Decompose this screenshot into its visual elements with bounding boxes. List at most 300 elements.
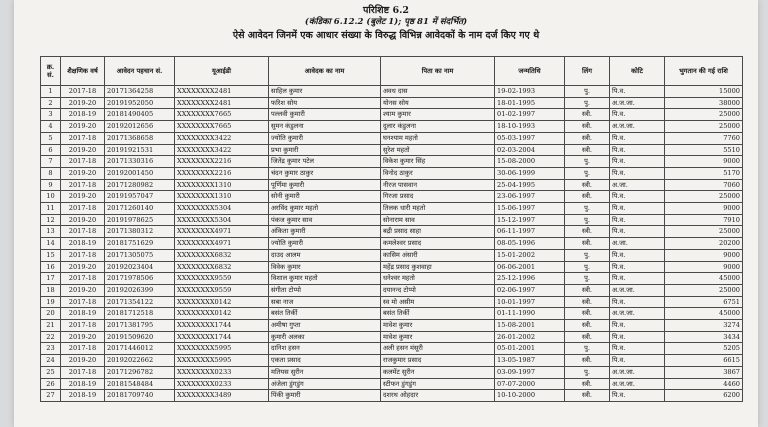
cell-application-id: 20191957047: [105, 191, 175, 203]
cell-category: पि.व.: [610, 156, 665, 168]
cell-category: पि.व.: [610, 296, 665, 308]
cell-serial-no: 20: [41, 308, 61, 320]
cell-academic-year: 2019-20: [61, 121, 105, 133]
cell-gender: पु.: [565, 214, 610, 226]
cell-father-name: मावेश कुमार: [381, 331, 495, 343]
cell-academic-year: 2017-18: [61, 273, 105, 285]
cell-category: पि.व.: [610, 355, 665, 367]
cell-applicant-name: विवेक कुमार: [269, 261, 381, 273]
cell-date-of-birth: 23-06-1997: [495, 191, 565, 203]
cell-uid: XXXXXXXX0142: [175, 308, 269, 320]
cell-gender: स्त्री.: [565, 320, 610, 332]
cell-amount-paid: 45000: [665, 273, 743, 285]
cell-gender: स्त्री.: [565, 121, 610, 133]
cell-father-name: दशरथ ओहदार: [381, 390, 495, 402]
cell-category: अ.ज.जा.: [610, 97, 665, 109]
cell-father-name: गिरजा प्रसाद: [381, 191, 495, 203]
cell-date-of-birth: 19-02-1993: [495, 86, 565, 98]
cell-serial-no: 25: [41, 366, 61, 378]
cell-academic-year: 2018-19: [61, 308, 105, 320]
cell-applicant-name: संगीता टोप्पो: [269, 284, 381, 296]
cell-application-id: 20181751629: [105, 238, 175, 250]
cell-serial-no: 11: [41, 203, 61, 215]
cell-application-id: 20192022662: [105, 355, 175, 367]
cell-academic-year: 2019-20: [61, 355, 105, 367]
cell-gender: स्त्री.: [565, 296, 610, 308]
cell-academic-year: 2017-18: [61, 343, 105, 355]
cell-serial-no: 21: [41, 320, 61, 332]
appendix-title: परिशिष्ट 6.2: [362, 5, 410, 16]
cell-father-name: श्याम कुमार: [381, 109, 495, 121]
cell-date-of-birth: 06-11-1997: [495, 226, 565, 238]
cell-uid: XXXXXXXX6832: [175, 249, 269, 261]
cell-gender: स्त्री.: [565, 390, 610, 402]
cell-application-id: 20171364258: [105, 86, 175, 98]
table-row: [41, 86, 743, 98]
cell-category: पि.व.: [610, 390, 665, 402]
table-row: [41, 109, 743, 121]
cell-amount-paid: 25000: [665, 191, 743, 203]
cell-category: अ.ज.जा.: [610, 284, 665, 296]
cell-uid: XXXXXXXX4971: [175, 226, 269, 238]
cell-application-id: 20181712518: [105, 308, 175, 320]
cell-uid: XXXXXXXX7665: [175, 121, 269, 133]
cell-date-of-birth: 15-06-1997: [495, 203, 565, 215]
cell-serial-no: 26: [41, 378, 61, 390]
cell-gender: स्त्री.: [565, 355, 610, 367]
cell-date-of-birth: 05-01-2001: [495, 343, 565, 355]
table-row: [41, 238, 743, 250]
cell-application-id: 20171446012: [105, 343, 175, 355]
cell-academic-year: 2019-20: [61, 214, 105, 226]
cell-serial-no: 18: [41, 284, 61, 296]
column-header-gender: लिंग: [565, 57, 610, 86]
cell-uid: XXXXXXXX1310: [175, 179, 269, 191]
cell-amount-paid: 25000: [665, 284, 743, 296]
cell-gender: पु.: [565, 366, 610, 378]
cell-application-id: 20171978506: [105, 273, 175, 285]
cell-father-name: योनस सोय: [381, 97, 495, 109]
cell-amount-paid: 6200: [665, 390, 743, 402]
cell-applicant-name: कुमारी अलका: [269, 331, 381, 343]
cell-uid: XXXXXXXX9559: [175, 273, 269, 285]
cell-date-of-birth: 07-07-2000: [495, 378, 565, 390]
cell-applicant-name: फरिश सोय: [269, 97, 381, 109]
cell-application-id: 20181548484: [105, 378, 175, 390]
table-row: [41, 144, 743, 156]
table-row: [41, 121, 743, 133]
cell-amount-paid: 15000: [665, 86, 743, 98]
cell-category: पि.व.: [610, 214, 665, 226]
cell-application-id: 20171381795: [105, 320, 175, 332]
cell-father-name: बद्री प्रसाद साहा: [381, 226, 495, 238]
cell-applicant-name: प्रभा कुमारी: [269, 144, 381, 156]
cell-academic-year: 2018-19: [61, 378, 105, 390]
cell-category: अ.ज.जा.: [610, 366, 665, 378]
cell-uid: XXXXXXXX6832: [175, 261, 269, 273]
cell-serial-no: 2: [41, 97, 61, 109]
cell-category: पि.व.: [610, 249, 665, 261]
cell-application-id: 20171380312: [105, 226, 175, 238]
cell-gender: स्त्री.: [565, 331, 610, 343]
cell-gender: पु.: [565, 343, 610, 355]
table-row: [41, 355, 743, 367]
cell-application-id: 20191952050: [105, 97, 175, 109]
cell-amount-paid: 3434: [665, 331, 743, 343]
cell-academic-year: 2019-20: [61, 261, 105, 273]
cell-father-name: दयानन्द टोप्पो: [381, 284, 495, 296]
cell-gender: स्त्री.: [565, 144, 610, 156]
cell-serial-no: 12: [41, 214, 61, 226]
cell-uid: XXXXXXXX5995: [175, 355, 269, 367]
cell-amount-paid: 45000: [665, 308, 743, 320]
cell-date-of-birth: 01-11-1990: [495, 308, 565, 320]
cell-category: पि.व.: [610, 261, 665, 273]
column-header-category: कोटि: [610, 57, 665, 86]
table-heading: ऐसे आवेदन जिनमें एक आधार संख्या के विरुद्ध विभिन्न आवेदकों के नाम दर्ज किए गए थे: [232, 30, 540, 41]
cell-father-name: अली हसन मंसूरी: [381, 343, 495, 355]
cell-serial-no: 8: [41, 167, 61, 179]
cell-gender: स्त्री.: [565, 238, 610, 250]
cell-date-of-birth: 15-08-2001: [495, 320, 565, 332]
cell-gender: स्त्री.: [565, 109, 610, 121]
cell-application-id: 20171354122: [105, 296, 175, 308]
cell-uid: XXXXXXXX0233: [175, 378, 269, 390]
cell-applicant-name: एकता प्रसाद: [269, 355, 381, 367]
cell-serial-no: 3: [41, 109, 61, 121]
cell-uid: XXXXXXXX9559: [175, 284, 269, 296]
cell-father-name: दुलार कंडुलना: [381, 121, 495, 133]
cell-father-name: राजकुमार प्रसाद: [381, 355, 495, 367]
cell-amount-paid: 7760: [665, 132, 743, 144]
cell-applicant-name: सबा नाज: [269, 296, 381, 308]
cell-date-of-birth: 05-03-1997: [495, 132, 565, 144]
cell-amount-paid: 38000: [665, 97, 743, 109]
cell-category: अ.ज.जा.: [610, 121, 665, 133]
cell-academic-year: 2017-18: [61, 226, 105, 238]
cell-category: अ.ज.जा.: [610, 308, 665, 320]
cell-amount-paid: 9000: [665, 203, 743, 215]
cell-amount-paid: 7060: [665, 179, 743, 191]
cell-gender: स्त्री.: [565, 226, 610, 238]
table-row: [41, 226, 743, 238]
cell-father-name: मावेश कुमार: [381, 320, 495, 332]
cell-academic-year: 2019-20: [61, 191, 105, 203]
cell-date-of-birth: 13-05-1987: [495, 355, 565, 367]
document-page: [14, 0, 758, 427]
cell-uid: XXXXXXXX2216: [175, 167, 269, 179]
cell-serial-no: 19: [41, 296, 61, 308]
cell-applicant-name: अमीषा गुप्ता: [269, 320, 381, 332]
table-row: [41, 308, 743, 320]
table-body: [41, 86, 743, 402]
cell-father-name: महेंद्र प्रसाद कुशवाहा: [381, 261, 495, 273]
cell-uid: XXXXXXXX5995: [175, 343, 269, 355]
table-row: [41, 343, 743, 355]
cell-uid: XXXXXXXX1744: [175, 320, 269, 332]
cell-applicant-name: चंदन कुमार ठाकुर: [269, 167, 381, 179]
cell-gender: स्त्री.: [565, 378, 610, 390]
cell-father-name: धनेश्वर महतो: [381, 273, 495, 285]
cell-uid: XXXXXXXX3489: [175, 390, 269, 402]
cell-academic-year: 2018-19: [61, 109, 105, 121]
cell-amount-paid: 6751: [665, 296, 743, 308]
column-header-academic-year: शैक्षणिक वर्ष: [61, 57, 105, 86]
table-row: [41, 249, 743, 261]
column-header-date-of-birth: जन्मतिथि: [495, 57, 565, 86]
cell-academic-year: 2018-19: [61, 390, 105, 402]
cell-uid: XXXXXXXX3422: [175, 132, 269, 144]
cell-serial-no: 6: [41, 144, 61, 156]
cell-date-of-birth: 15-08-2000: [495, 156, 565, 168]
cell-category: अ.ज.जा.: [610, 378, 665, 390]
cell-applicant-name: साहिल कुमार: [269, 86, 381, 98]
column-header-applicant-name: आवेदक का नाम: [269, 57, 381, 86]
cell-academic-year: 2018-19: [61, 238, 105, 250]
cell-applicant-name: दाउद आलम: [269, 249, 381, 261]
cell-application-id: 20171260140: [105, 203, 175, 215]
cell-date-of-birth: 01-02-1997: [495, 109, 565, 121]
cell-category: पि.व.: [610, 273, 665, 285]
cell-father-name: स्व मो असीम: [381, 296, 495, 308]
cell-date-of-birth: 25-04-1995: [495, 179, 565, 191]
table-row: [41, 261, 743, 273]
cell-date-of-birth: 08-05-1996: [495, 238, 565, 250]
cell-date-of-birth: 25-12-1996: [495, 273, 565, 285]
cell-applicant-name: जितेंद्र कुमार पटेल: [269, 156, 381, 168]
cell-date-of-birth: 18-10-1993: [495, 121, 565, 133]
cell-serial-no: 22: [41, 331, 61, 343]
table-row: [41, 320, 743, 332]
table-row: [41, 378, 743, 390]
cell-applicant-name: दानिश हसन: [269, 343, 381, 355]
cell-serial-no: 9: [41, 179, 61, 191]
cell-application-id: 20181490405: [105, 109, 175, 121]
cell-gender: पु.: [565, 86, 610, 98]
table-row: [41, 203, 743, 215]
cell-father-name: बसंत तिर्की: [381, 308, 495, 320]
cell-date-of-birth: 02-03-2004: [495, 144, 565, 156]
cell-category: पि.व.: [610, 331, 665, 343]
cell-father-name: विनोद ठाकुर: [381, 167, 495, 179]
cell-father-name: कमलेश्वर प्रसाद: [381, 238, 495, 250]
column-header-application-id: आवेदन पहचान सं.: [105, 57, 175, 86]
cell-category: पि.व.: [610, 320, 665, 332]
cell-gender: पु.: [565, 249, 610, 261]
cell-application-id: 20171368658: [105, 132, 175, 144]
cell-gender: पु.: [565, 261, 610, 273]
cell-serial-no: 4: [41, 121, 61, 133]
cell-gender: पु.: [565, 156, 610, 168]
cell-gender: स्त्री.: [565, 179, 610, 191]
cell-category: पि.व.: [610, 226, 665, 238]
table-row: [41, 179, 743, 191]
cell-father-name: सुरेश महतो: [381, 144, 495, 156]
cell-application-id: 20191921531: [105, 144, 175, 156]
cell-gender: पु.: [565, 167, 610, 179]
cell-applicant-name: पिंकी कुमारी: [269, 390, 381, 402]
cell-uid: XXXXXXXX5304: [175, 214, 269, 226]
cell-uid: XXXXXXXX7665: [175, 109, 269, 121]
table-row: [41, 191, 743, 203]
cell-amount-paid: 7910: [665, 214, 743, 226]
cell-date-of-birth: 18-01-1995: [495, 97, 565, 109]
cell-academic-year: 2019-20: [61, 97, 105, 109]
table-row: [41, 97, 743, 109]
cell-category: पि.व.: [610, 167, 665, 179]
cell-serial-no: 13: [41, 226, 61, 238]
cell-date-of-birth: 06-06-2001: [495, 261, 565, 273]
cell-applicant-name: विशाल कुमार महतो: [269, 273, 381, 285]
cell-academic-year: 2019-20: [61, 144, 105, 156]
cell-gender: स्त्री.: [565, 191, 610, 203]
cell-amount-paid: 25000: [665, 226, 743, 238]
cell-uid: XXXXXXXX1744: [175, 331, 269, 343]
cell-academic-year: 2017-18: [61, 296, 105, 308]
cell-applicant-name: अरविंद कुमार महतो: [269, 203, 381, 215]
cell-applicant-name: पूर्णिमा कुमारी: [269, 179, 381, 191]
table-row: [41, 284, 743, 296]
cell-category: पि.व.: [610, 86, 665, 98]
cell-application-id: 20171296782: [105, 366, 175, 378]
cell-academic-year: 2017-18: [61, 132, 105, 144]
cell-category: पि.व.: [610, 109, 665, 121]
cell-academic-year: 2017-18: [61, 156, 105, 168]
cell-academic-year: 2017-18: [61, 366, 105, 378]
cell-serial-no: 5: [41, 132, 61, 144]
cell-academic-year: 2019-20: [61, 167, 105, 179]
cell-serial-no: 23: [41, 343, 61, 355]
cell-date-of-birth: 26-01-2002: [495, 331, 565, 343]
cell-gender: पु.: [565, 203, 610, 215]
cell-uid: XXXXXXXX5304: [175, 203, 269, 215]
cell-serial-no: 14: [41, 238, 61, 250]
cell-application-id: 20181709740: [105, 390, 175, 402]
table-row: [41, 366, 743, 378]
cell-applicant-name: पंकज कुमार साव: [269, 214, 381, 226]
cell-father-name: विकेश कुमार सिंह: [381, 156, 495, 168]
cell-applicant-name: सुमन कंडुलना: [269, 121, 381, 133]
cell-applicant-name: बसंत तिर्की: [269, 308, 381, 320]
cell-amount-paid: 25000: [665, 121, 743, 133]
column-header-amount-paid: भुगतान की गई राशि: [665, 57, 743, 86]
cell-academic-year: 2017-18: [61, 320, 105, 332]
cell-uid: XXXXXXXX3422: [175, 144, 269, 156]
cell-serial-no: 16: [41, 261, 61, 273]
cell-amount-paid: 20200: [665, 238, 743, 250]
cell-category: पि.व.: [610, 191, 665, 203]
cell-amount-paid: 3867: [665, 366, 743, 378]
cell-gender: पु.: [565, 97, 610, 109]
cell-application-id: 20191509620: [105, 331, 175, 343]
cell-application-id: 20192012656: [105, 121, 175, 133]
cell-applicant-name: सोनी कुमारी: [269, 191, 381, 203]
cell-applicant-name: मतियस सुरीन: [269, 366, 381, 378]
cell-academic-year: 2019-20: [61, 331, 105, 343]
cell-amount-paid: 5170: [665, 167, 743, 179]
cell-father-name: स्टीफन डुंगडुंग: [381, 378, 495, 390]
cell-serial-no: 15: [41, 249, 61, 261]
cell-amount-paid: 6615: [665, 355, 743, 367]
cell-category: पि.व.: [610, 203, 665, 215]
cell-date-of-birth: 15-01-2002: [495, 249, 565, 261]
cell-applicant-name: ज्योति कुमारी: [269, 238, 381, 250]
cell-uid: XXXXXXXX2481: [175, 86, 269, 98]
cell-applicant-name: ज्योति कुमारी: [269, 132, 381, 144]
cell-applicant-name: अंजेला डुंगडुंग: [269, 378, 381, 390]
cell-serial-no: 24: [41, 355, 61, 367]
cell-application-id: 20171305075: [105, 249, 175, 261]
cell-date-of-birth: 15-12-1997: [495, 214, 565, 226]
table-row: [41, 214, 743, 226]
document-header: [14, 5, 758, 43]
table-row: [41, 331, 743, 343]
cell-date-of-birth: 10-10-2000: [495, 390, 565, 402]
cell-gender: स्त्री.: [565, 132, 610, 144]
cell-uid: XXXXXXXX2216: [175, 156, 269, 168]
cell-father-name: नीरज पासवान: [381, 179, 495, 191]
cell-date-of-birth: 30-06-1999: [495, 167, 565, 179]
cell-serial-no: 1: [41, 86, 61, 98]
cell-application-id: 20191978625: [105, 214, 175, 226]
cell-category: अ.जा.: [610, 179, 665, 191]
appendix-reference: (कंडिका 6.12.2 (बुलेट 1); पृष्ठ 81 में संदर्भित): [304, 17, 468, 27]
cell-father-name: कासिम अंसारी: [381, 249, 495, 261]
cell-father-name: तिलक धारी महतो: [381, 203, 495, 215]
cell-gender: पु.: [565, 273, 610, 285]
cell-applicant-name: अंकिता कुमारी: [269, 226, 381, 238]
cell-father-name: सोनाराम साव: [381, 214, 495, 226]
cell-application-id: 20192023404: [105, 261, 175, 273]
cell-application-id: 20192001450: [105, 167, 175, 179]
cell-father-name: घनश्याम महतो: [381, 132, 495, 144]
cell-category: पि.व.: [610, 132, 665, 144]
cell-applicant-name: पल्लवी कुमारी: [269, 109, 381, 121]
cell-serial-no: 27: [41, 390, 61, 402]
cell-academic-year: 2017-18: [61, 203, 105, 215]
cell-date-of-birth: 03-09-1997: [495, 366, 565, 378]
cell-uid: XXXXXXXX4971: [175, 238, 269, 250]
table-row: [41, 390, 743, 402]
cell-academic-year: 2019-20: [61, 284, 105, 296]
table-header-row: [41, 57, 743, 86]
table-row: [41, 167, 743, 179]
applications-table: [40, 56, 743, 402]
cell-uid: XXXXXXXX0142: [175, 296, 269, 308]
cell-amount-paid: 5205: [665, 343, 743, 355]
cell-serial-no: 10: [41, 191, 61, 203]
cell-amount-paid: 9000: [665, 261, 743, 273]
cell-application-id: 20171330316: [105, 156, 175, 168]
cell-amount-paid: 3274: [665, 320, 743, 332]
cell-father-name: कलमेंट सुरीन: [381, 366, 495, 378]
cell-category: अ.जा.: [610, 238, 665, 250]
cell-gender: स्त्री.: [565, 308, 610, 320]
cell-amount-paid: 4460: [665, 378, 743, 390]
cell-uid: XXXXXXXX0233: [175, 366, 269, 378]
cell-category: पि.व.: [610, 144, 665, 156]
cell-application-id: 20171280982: [105, 179, 175, 191]
cell-academic-year: 2017-18: [61, 249, 105, 261]
cell-amount-paid: 9000: [665, 156, 743, 168]
column-header-serial-no: क्र. सं.: [41, 57, 61, 86]
cell-category: पि.व.: [610, 343, 665, 355]
column-header-father-name: पिता का नाम: [381, 57, 495, 86]
cell-gender: स्त्री.: [565, 284, 610, 296]
cell-academic-year: 2017-18: [61, 179, 105, 191]
cell-academic-year: 2017-18: [61, 86, 105, 98]
cell-father-name: अवध दास: [381, 86, 495, 98]
